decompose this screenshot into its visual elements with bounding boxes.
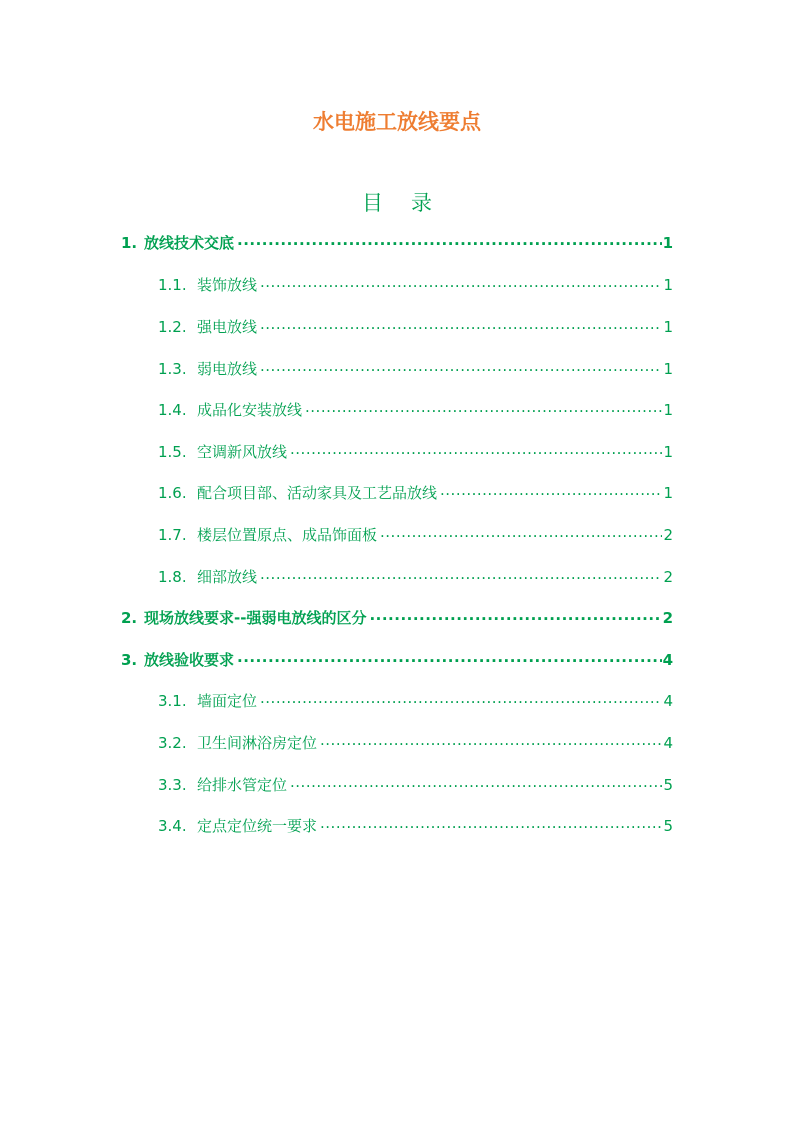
- toc-entry-number: 1.5.: [158, 443, 187, 461]
- toc-leader-dots: [260, 275, 662, 290]
- toc-entry-page: 4: [662, 651, 673, 669]
- toc-entry-number: 1.6.: [158, 484, 187, 502]
- toc-leader-dots: [237, 233, 662, 248]
- toc-leader-dots: [237, 650, 662, 665]
- toc-entry-page: 4: [663, 692, 673, 710]
- toc-entry-number: 3.3.: [158, 776, 187, 794]
- toc-entry-number: 1.7.: [158, 526, 187, 544]
- toc-leader-dots: [320, 816, 662, 831]
- toc-entry-text: 装饰放线: [197, 276, 258, 294]
- toc-entry-number: 1.4.: [158, 401, 187, 419]
- toc-entry-text: 放线技术交底: [144, 234, 235, 252]
- toc-entry[interactable]: [158, 774, 673, 795]
- toc-entry[interactable]: [158, 358, 673, 379]
- toc-leader-dots: [290, 442, 662, 457]
- toc-entry[interactable]: [158, 732, 673, 753]
- toc-leader-dots: [369, 608, 661, 623]
- toc-leader-dots: [320, 733, 662, 748]
- toc-entry-page: 1: [663, 318, 673, 336]
- toc-entry[interactable]: [121, 232, 673, 253]
- toc-leader-dots: [440, 483, 662, 498]
- toc-entry-text: 定点定位统一要求: [197, 817, 318, 835]
- toc-entry-text: 楼层位置原点、成品饰面板: [197, 526, 378, 544]
- toc-entry-text: 弱电放线: [197, 360, 258, 378]
- toc-entry-number: 1.2.: [158, 318, 187, 336]
- toc-entry-text: 现场放线要求--强弱电放线的区分: [144, 609, 367, 627]
- toc-heading-left: 目: [362, 191, 383, 215]
- toc-entry-number: 1.1.: [158, 276, 187, 294]
- toc-entry[interactable]: [158, 399, 673, 420]
- toc-entry[interactable]: [121, 607, 673, 628]
- toc-leader-dots: [260, 317, 662, 332]
- toc-entry-number: 3.4.: [158, 817, 187, 835]
- toc-entry[interactable]: [158, 482, 673, 503]
- toc-entry-page: 1: [663, 443, 673, 461]
- toc-entry-text: 放线验收要求: [144, 651, 235, 669]
- toc-leader-dots: [380, 525, 662, 540]
- toc-entry[interactable]: [121, 649, 673, 670]
- toc-entry-text: 强电放线: [197, 318, 258, 336]
- toc-entry-page: 1: [662, 234, 673, 252]
- toc-leader-dots: [260, 359, 662, 374]
- toc-entry-text: 卫生间淋浴房定位: [197, 734, 318, 752]
- toc-entry-page: 2: [662, 609, 673, 627]
- toc-entry-number: 1.8.: [158, 568, 187, 586]
- toc-entry[interactable]: [158, 316, 673, 337]
- toc-entry[interactable]: [158, 815, 673, 836]
- toc-entry-page: 1: [663, 484, 673, 502]
- toc-entry-text: 成品化安装放线: [197, 401, 303, 419]
- toc-leader-dots: [260, 691, 662, 706]
- toc-entry-number: 2.: [121, 609, 138, 627]
- toc-entry-text: 空调新风放线: [197, 443, 288, 461]
- toc-heading: [0, 187, 794, 217]
- toc-entry-number: 1.: [121, 234, 138, 252]
- toc-entry-text: 细部放线: [197, 568, 258, 586]
- toc-entry-text: 墙面定位: [197, 692, 258, 710]
- toc-entry-page: 2: [663, 568, 673, 586]
- toc-entry[interactable]: [158, 441, 673, 462]
- toc-entry-page: 1: [663, 401, 673, 419]
- toc-entry-page: 2: [663, 526, 673, 544]
- toc-entry-page: 4: [663, 734, 673, 752]
- toc-entry[interactable]: [158, 690, 673, 711]
- toc-entry[interactable]: [158, 566, 673, 587]
- toc-entry[interactable]: [158, 274, 673, 295]
- toc-heading-right: 录: [411, 191, 432, 215]
- toc-leader-dots: [305, 400, 662, 415]
- toc-leader-dots: [260, 567, 662, 582]
- toc-entry-page: 5: [663, 776, 673, 794]
- toc-entry-number: 3.2.: [158, 734, 187, 752]
- document-title: 水电施工放线要点: [313, 110, 481, 134]
- toc-entry-page: 1: [663, 360, 673, 378]
- toc-entry-number: 3.: [121, 651, 138, 669]
- toc-entry-text: 给排水管定位: [197, 776, 288, 794]
- toc-entry-text: 配合项目部、活动家具及工艺品放线: [197, 484, 438, 502]
- toc-entry-number: 1.3.: [158, 360, 187, 378]
- toc-entry-number: 3.1.: [158, 692, 187, 710]
- toc-entry[interactable]: [158, 524, 673, 545]
- toc-leader-dots: [290, 775, 662, 790]
- toc-entry-page: 1: [663, 276, 673, 294]
- toc-entry-page: 5: [663, 817, 673, 835]
